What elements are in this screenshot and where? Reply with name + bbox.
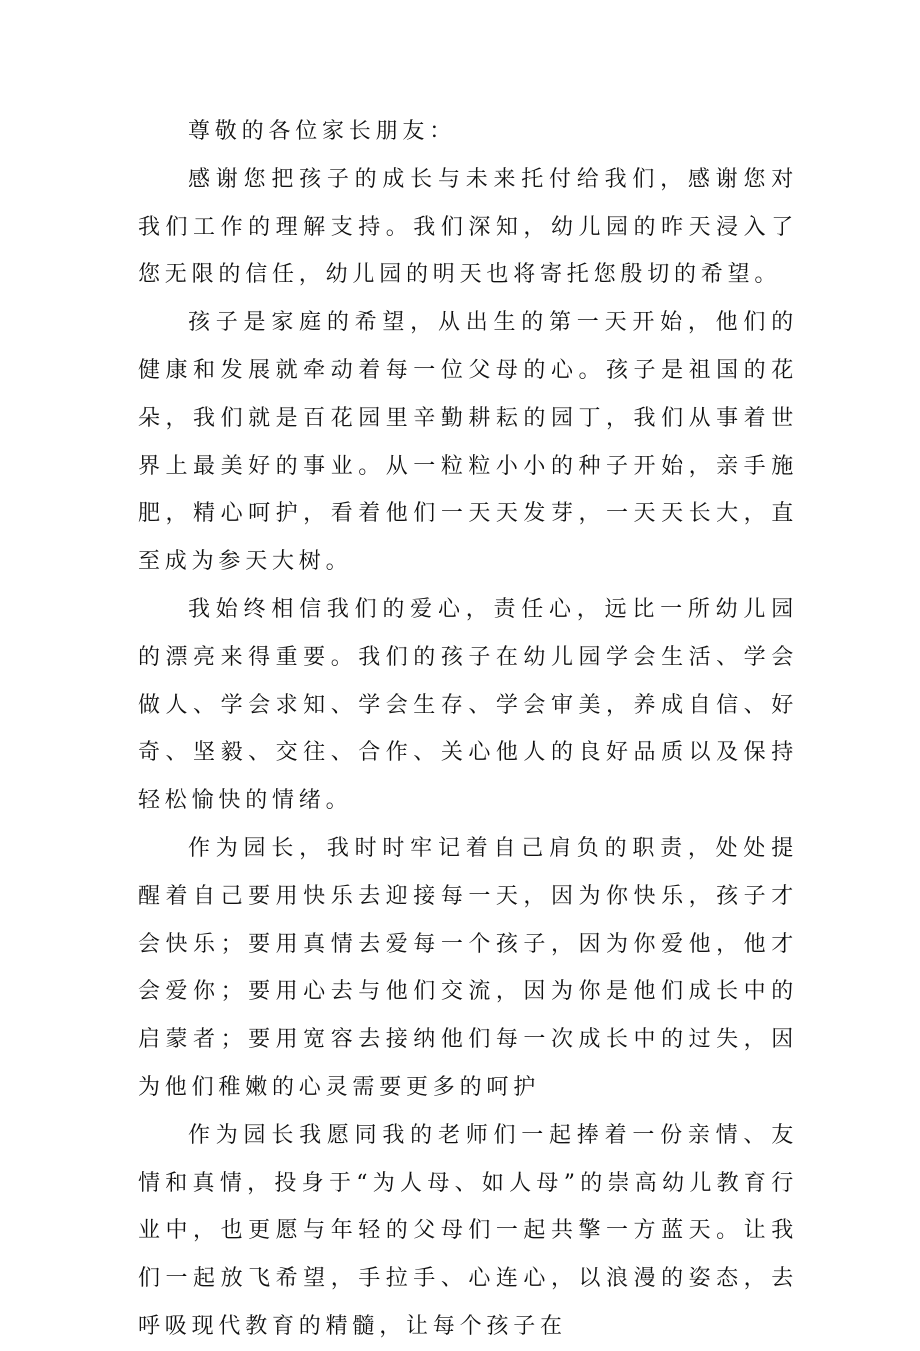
letter-body: [138, 108, 798, 1351]
paragraph-2: 孩子是家庭的希望，从出生的第一天开始，他们的健康和发展就牵动着每一位父母的心。孩子是祖国的花朵，我们就是百花园里辛勤耕耘的园丁，我们从事着世界上最美好的事业。从一粒粒小小的种子开始，亲手施肥，精心呵护，看着他们一天天发芽，一天天长大，直至成为参天大树。: [138, 310, 798, 575]
paragraph-4: 作为园长，我时时牢记着自己肩负的职责，处处提醒着自己要用快乐去迎接每一天，因为你快乐，孩子才会快乐；要用真情去爱每一个孩子，因为你爱他，他才会爱你；要用心去与他们交流，因为你是他们成长中的启蒙者；要用宽容去接纳他们每一次成长中的过失，因为他们稚嫩的心灵需要更多的呵护: [138, 835, 798, 1100]
paragraph-5: 作为园长我愿同我的老师们一起捧着一份亲情、友情和真情，投身于“为人母、如人母”的崇高幼儿教育行业中，也更愿与年轻的父母们一起共擎一方蓝天。让我们一起放飞希望，手拉手、心连心，以浪漫的姿态，去呼吸现代教育的精髓，让每个孩子在: [138, 1122, 798, 1339]
greeting-line: 尊敬的各位家长朋友：: [188, 119, 457, 144]
paragraph-3: 我始终相信我们的爱心，责任心，远比一所幼儿园的漂亮来得重要。我们的孩子在幼儿园学会生活、学会做人、学会求知、学会生存、学会审美，养成自信、好奇、坚毅、交往、合作、关心他人的良好品质以及保持轻松愉快的情绪。: [138, 596, 798, 814]
paragraph-1: 感谢您把孩子的成长与未来托付给我们，感谢您对我们工作的理解支持。我们深知，幼儿园的昨天浸入了您无限的信任，幼儿园的明天也将寄托您殷切的希望。: [138, 166, 798, 288]
